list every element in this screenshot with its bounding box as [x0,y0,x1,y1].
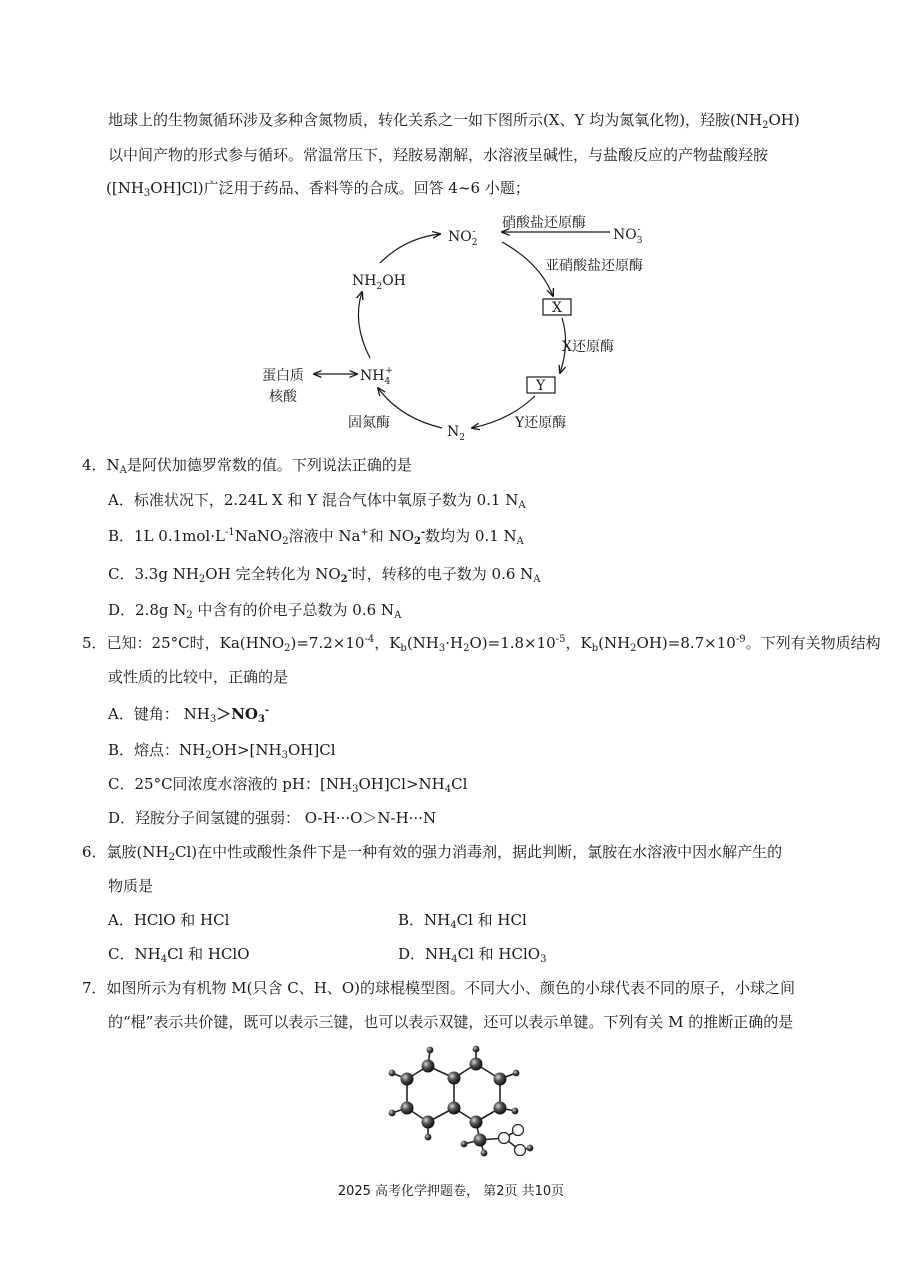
q4-option-d: D．2.8g $N_2$ 中含有的价电子总数为 0.6 $N_A$ [108,601,402,621]
q6-stem-line-2: 物质是 [108,877,154,895]
hydrogen-atoms [389,1046,534,1157]
label-nh2oh: $NH_2OH$ [352,273,406,292]
q4-stem: 4．$N_A$是阿伏加德罗常数的值。下列说法正确的是 [82,456,412,476]
q7-stem-line-1: 7．如图所示为有机物 M(只含 C、H、O)的球棍模型图。不同大小、颜色的小球代表不同的原子，小球之间 [82,979,796,997]
carbon-atoms [401,1058,507,1147]
label-y: Y [536,378,546,394]
arrow-nh4-to-nh2oh [358,292,370,358]
label-nitrite-reductase: 亚硝酸盐还原酶 [545,258,643,274]
label-no3: $NO_3-$ [613,225,643,246]
q4-option-a: A．标准状况下，2.24L X 和 Y 混合气体中氧原子数为 0.1 $N_A$ [108,491,526,511]
label-nucleic-acid: 核酸 [269,389,297,405]
label-x: X [552,300,562,316]
q4-option-c: C．3.3g $NH_2OH$ 完全转化为 $NO_2^-$时，转移的电子数为 0.6 $N_A$ [108,565,541,585]
q5-stem-line-1: 5．已知：25°C时，$Ka(HNO_2)=7.2\times 10^{-4}$，$K_b(NH_3\cdot H_2O)=1.8\times 10^{-5}$，$K_b(NH_2OH)=8.7\times 10^{-9}$。下列有关物质结构 [82,634,881,654]
arrow-nh2oh-to-no2 [380,234,440,263]
oxygen-atoms [499,1125,526,1156]
label-y-reductase: Y还原酶 [515,415,567,431]
label-nitrogenase: 固氮酶 [348,415,390,431]
intro-line-3: $([NH_3OH]Cl)$广泛用于药品、香料等的合成。回答 4~6 小题； [106,179,530,199]
q6-option-c: C．$NH_4Cl$ 和 HClO [108,945,250,965]
label-nitrate-reductase: 硝酸盐还原酶 [502,215,586,231]
label-x-reductase: X还原酶 [562,339,614,355]
ball-and-stick-model [380,1042,540,1160]
label-nh4: $NH_4+$ [360,366,393,387]
q6-option-b: B．$NH_4Cl$ 和 HCl [398,911,527,931]
q4-option-b: B．1L $0.1mol\cdot L^{-1}NaNO_2$溶液中 Na+和 $NO_2^-$数均为 0.1 $N_A$ [108,527,524,547]
q6-option-a: A．HClO 和 HCl [108,911,230,929]
q5-stem-line-2: 或性质的比较中，正确的是 [108,668,289,686]
q5-option-d: D．羟胺分子间氢键的强弱： O-H···O＞N-H···N [108,809,437,827]
q6-option-d: D．$NH_4Cl$ 和 HClO$_3$ [398,945,547,965]
q5-option-a: A．键角： $NH_3>NO_3^-$ [108,705,270,725]
q5-option-c: C．25°C同浓度水溶液的 pH：$[NH_3OH]Cl>NH_4Cl$ [108,775,468,795]
label-protein: 蛋白质 [262,368,304,384]
page-footer: 2025 高考化学押题卷， 第2页 共10页 [337,1184,565,1199]
label-no2: $NO_2-$ [448,227,478,248]
q5-option-b: B．熔点：$NH_2OH>[NH_3OH]Cl$ [108,741,336,761]
q7-stem-line-2: 的“棍”表示共价键，既可以表示三键，也可以表示双键，还可以表示单键。下列有关 M 的推断正确的是 [108,1013,794,1031]
q6-stem-line-1: 6．氯胺$(NH_2Cl)$在中性或酸性条件下是一种有效的强力消毒剂，据此判断，氯胺在水溶液中因水解产生的 [82,843,783,863]
intro-line-1: 地球上的生物氮循环涉及多种含氮物质，转化关系之一如下图所示(X、Y 均为氮氧化物)，羟胺$(NH_2OH)$ [108,111,800,131]
label-n2: $N_2$ [447,424,465,443]
nitrogen-cycle-diagram [240,208,680,448]
intro-line-2: 以中间产物的形式参与循环。常温常压下，羟胺易潮解，水溶液呈碱性，与盐酸反应的产物盐酸羟胺 [108,146,769,164]
